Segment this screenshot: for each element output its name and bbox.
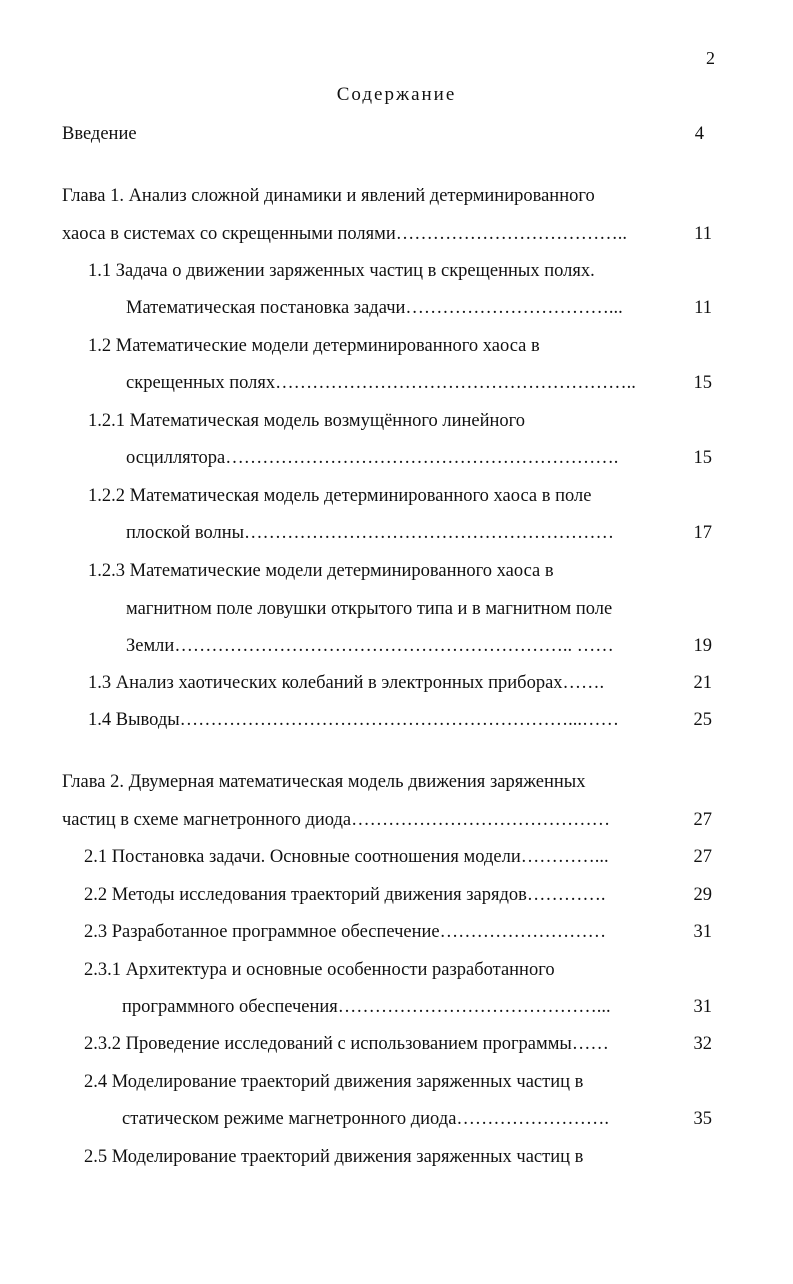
toc-line: 1.3 Анализ хаотических колебаний в электронных приборах……. — [88, 673, 605, 693]
toc-page-number: 19 — [693, 636, 712, 656]
toc-line: 1.1 Задача о движении заряженных частиц в скрещенных полях. — [88, 261, 595, 281]
toc-line: 1.2.3 Математические модели детерминированного хаоса в — [88, 561, 554, 581]
toc-page-number: 11 — [694, 298, 712, 318]
toc-line: 1.2.1 Математическая модель возмущённого линейного — [88, 411, 526, 431]
toc-page-number: 4 — [694, 124, 704, 144]
toc-line: магнитном поле ловушки открытого типа и в магнитном поле — [126, 599, 613, 619]
toc-page-number: 15 — [693, 373, 712, 393]
toc-page-number: 32 — [693, 1034, 712, 1054]
toc-page-number: 35 — [693, 1109, 712, 1129]
toc-line: Земли……………………………………………………….. …… — [126, 636, 614, 656]
toc-line: 1.4 Выводы………………………………………………………...…… — [88, 710, 620, 730]
toc-line: 2.3 Разработанное программное обеспечение……………………… — [84, 922, 607, 942]
toc-page-number: 27 — [693, 847, 712, 867]
toc-page-number: 15 — [693, 448, 712, 468]
toc-line: скрещенных полях………………………………………………….. — [126, 373, 636, 393]
toc-line: программного обеспечения……………………………………... — [122, 997, 611, 1017]
toc-line: Введение — [62, 124, 137, 144]
toc-line: 2.3.1 Архитектура и основные особенности разработанного — [84, 960, 555, 980]
toc-page-number: 27 — [693, 810, 712, 830]
toc-page-number: 17 — [693, 523, 712, 543]
toc-line: осциллятора………………………………………………………. — [126, 448, 619, 468]
toc-line: Математическая постановка задачи……………………………... — [126, 298, 623, 318]
toc-line: хаоса в системах со скрещенными полями……………………………….. — [62, 224, 628, 244]
toc-line: 1.2 Математические модели детерминированного хаоса в — [88, 336, 540, 356]
toc-page-number: 31 — [693, 997, 712, 1017]
toc-line: Глава 1. Анализ сложной динамики и явлений детерминированного — [62, 186, 595, 206]
toc-line: 2.3.2 Проведение исследований с использованием программы…… — [84, 1034, 609, 1054]
toc-line: статическом режиме магнетронного диода……………………. — [122, 1109, 610, 1129]
toc-page-number: 31 — [693, 922, 712, 942]
toc-line: 2.1 Постановка задачи. Основные соотношения модели…………... — [84, 847, 609, 867]
toc-page-number: 11 — [694, 224, 712, 244]
page-number: 2 — [706, 48, 715, 68]
toc-line: плоской волны…………………………………………………… — [126, 523, 615, 543]
toc-page-number: 25 — [693, 710, 712, 730]
toc-line: частиц в схеме магнетронного диода…………………………………… — [62, 810, 611, 830]
toc-line: 2.5 Моделирование траекторий движения заряженных частиц в — [84, 1147, 584, 1167]
page-title: Содержание — [336, 84, 457, 105]
toc-line: 2.4 Моделирование траекторий движения заряженных частиц в — [84, 1072, 584, 1092]
toc-line: Глава 2. Двумерная математическая модель движения заряженных — [62, 772, 586, 792]
toc-line: 1.2.2 Математическая модель детерминированного хаоса в поле — [88, 486, 592, 506]
toc-page-number: 21 — [693, 673, 712, 693]
toc-line: 2.2 Методы исследования траекторий движения зарядов…………. — [84, 885, 606, 905]
toc-page-number: 29 — [693, 885, 712, 905]
